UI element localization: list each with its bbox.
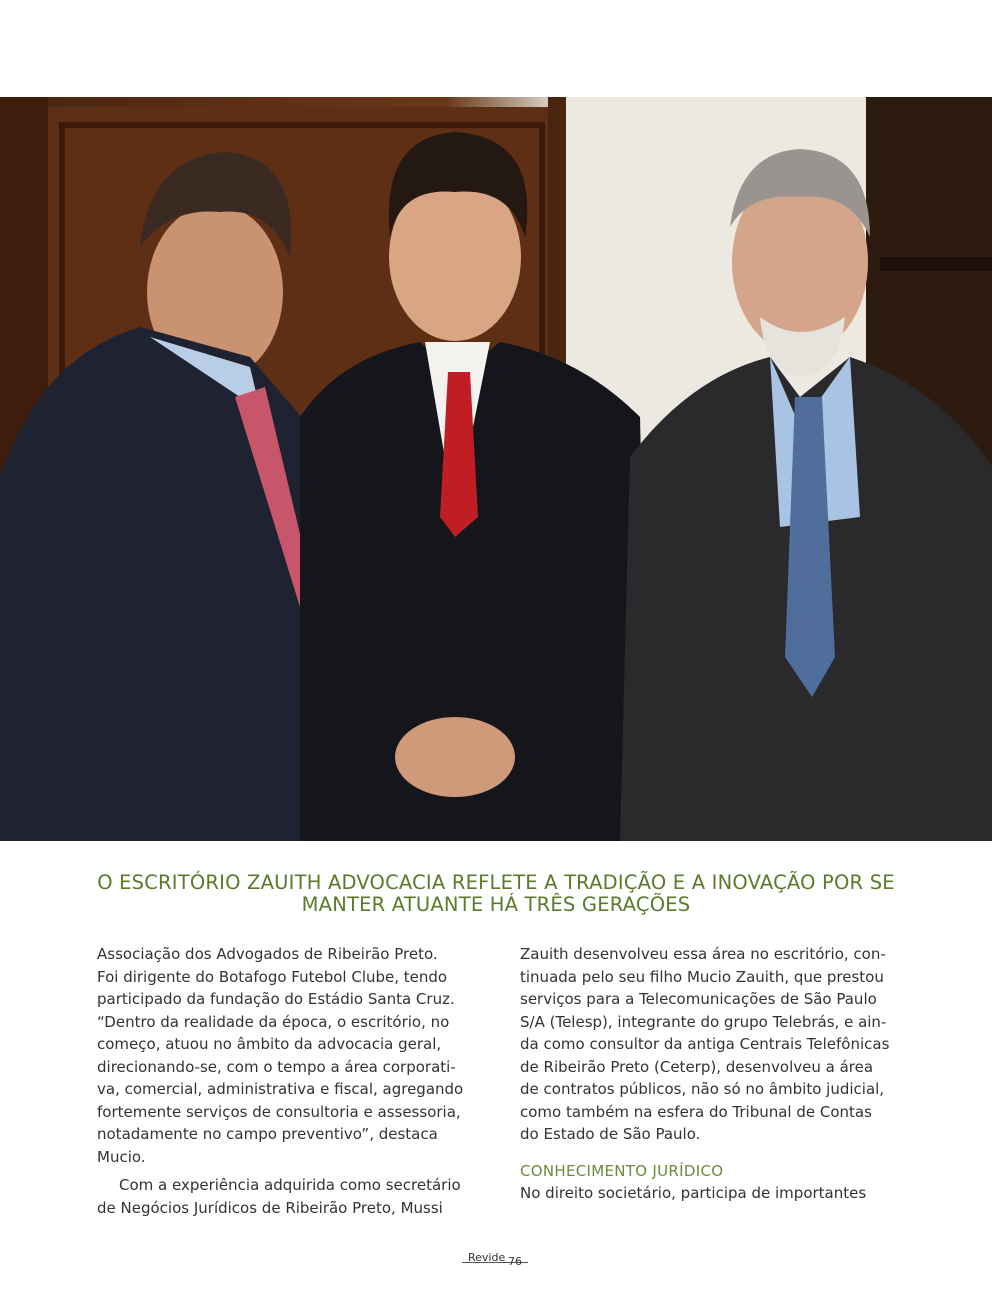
body-line: tinuada pelo seu filho Mucio Zauith, que prestou [520, 967, 884, 986]
body-line: notadamente no campo preventivo”, destaca [97, 1125, 438, 1143]
body-line: Com a experiência adquirida como secretário [119, 1176, 461, 1194]
body-line: da como consultor da antiga Centrais Telefônicas [520, 1035, 890, 1053]
middle-man-hands [395, 717, 515, 797]
body-line: va, comercial, administrativa e fiscal, agregando [97, 1080, 464, 1098]
body-line: fortemente serviços de consultoria e assessoria, [97, 1102, 461, 1121]
page-number: 76 [508, 1255, 522, 1268]
body-line: serviços para a Telecomunicações de São Paulo [520, 990, 877, 1008]
body-line: Associação dos Advogados de Ribeirão Preto. [97, 945, 438, 963]
body-line: No direito societário, participa de importantes [520, 1184, 867, 1202]
right-column [520, 943, 920, 1205]
body-line: começo, atuou no âmbito da advocacia geral, [97, 1035, 442, 1053]
body-line: de Ribeirão Preto (Ceterp), desenvolveu a área [520, 1057, 874, 1076]
shelf-board [880, 257, 992, 271]
article-headline [60, 872, 932, 916]
left-man-suit [0, 327, 330, 841]
body-line: do Estado de São Paulo. [520, 1125, 701, 1143]
body-line: “Dentro da realidade da época, o escritório, no [97, 1012, 450, 1031]
body-line: direcionando-se, com o tempo a área corporati- [97, 1057, 456, 1076]
body-line: de Negócios Jurídicos de Ribeirão Preto, Mussi [97, 1198, 443, 1217]
page-footer [462, 1251, 532, 1281]
photo-illustration [0, 97, 992, 841]
body-line: Zauith desenvolveu essa área no escritório, con- [520, 945, 886, 963]
magazine-name: Revide [468, 1251, 506, 1264]
body-line: como também na esfera do Tribunal de Contas [520, 1102, 872, 1121]
body-line: de contratos públicos, não só no âmbito judicial, [520, 1080, 885, 1098]
body-line: S/A (Telesp), integrante do grupo Telebrás, e ain- [520, 1012, 887, 1031]
left-column [97, 943, 497, 1219]
cover-photo [0, 97, 992, 841]
body-line: Mucio. [97, 1147, 146, 1166]
headline-line: O ESCRITÓRIO ZAUITH ADVOCACIA REFLETE A TRADIÇÃO E A INOVAÇÃO POR SE [97, 871, 895, 894]
headline-line: MANTER ATUANTE HÁ TRÊS GERAÇÕES [301, 893, 691, 916]
body-line: participado da fundação do Estádio Santa Cruz. [97, 990, 455, 1008]
body-line: Foi dirigente do Botafogo Futebol Clube, tendo [97, 967, 448, 986]
section-subhead: CONHECIMENTO JURÍDICO [520, 1161, 724, 1180]
